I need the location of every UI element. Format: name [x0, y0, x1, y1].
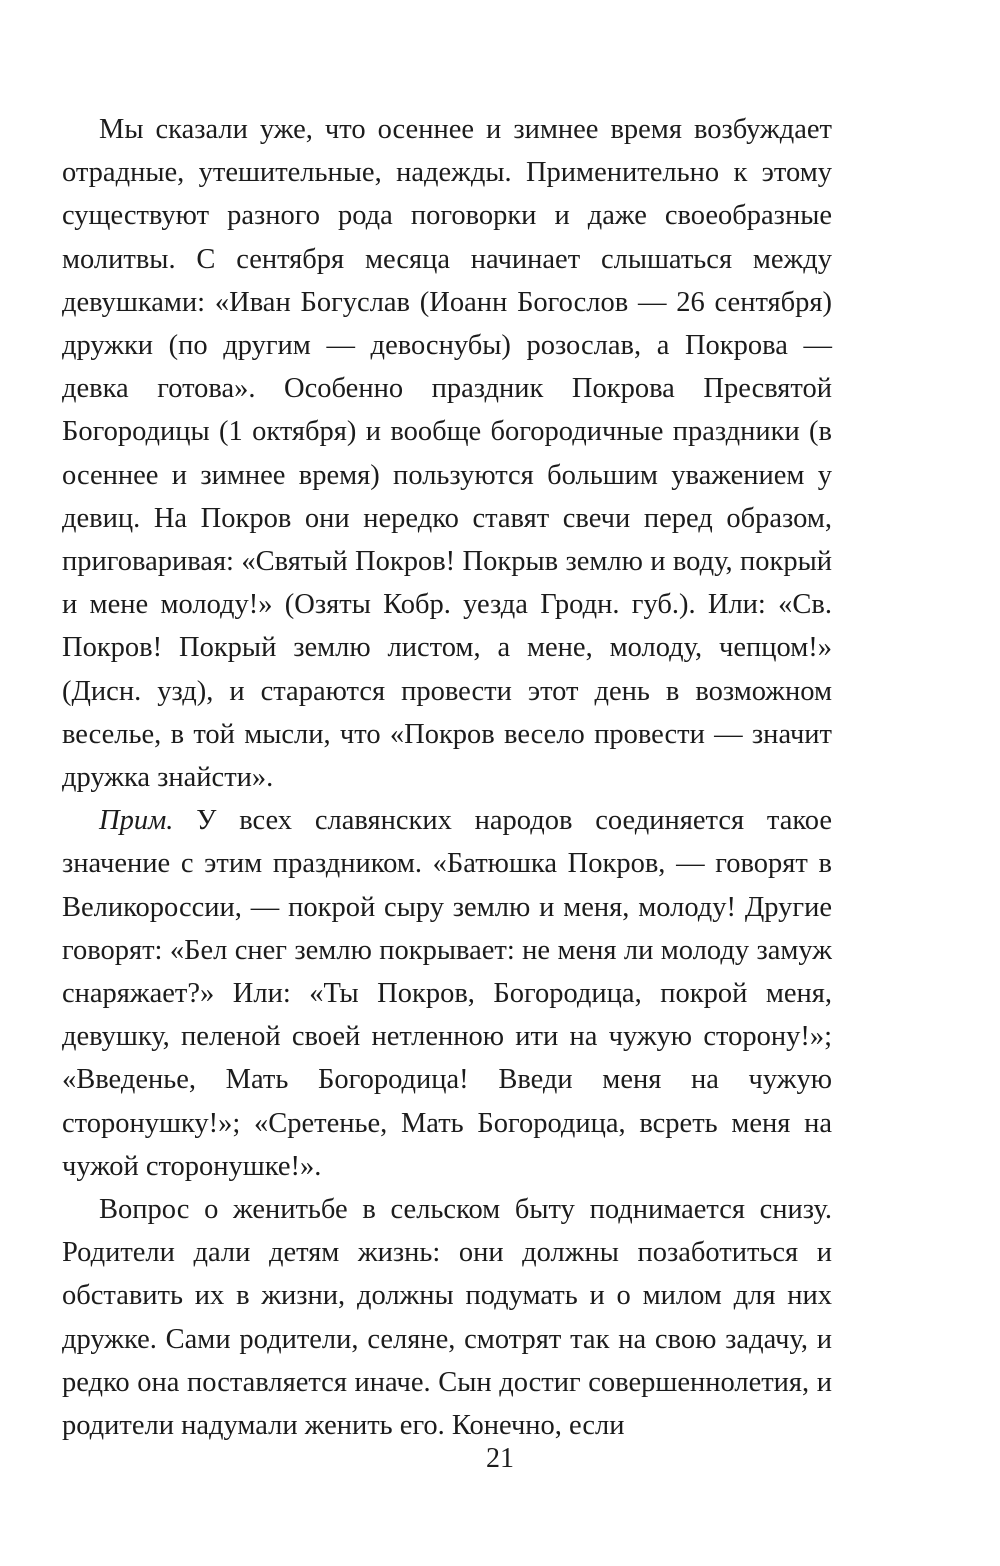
- paragraph-text: У всех славянских народов соединяется такое значение с этим праздником. «Батюшка Покров, — говорят в Великороссии, — покрой сыру землю и меня, молоду! Другие говорят: «Бел снег землю покрывает: не меня ли молоду замуж снаряжает?» Или: «Ты Покров, Богородица, покрой меня, девушку, пеленой своей нетленною ити на чужую сторону!»; «Введенье, Мать Богородица! Введи меня на чужую сторонушку!»; «Сретенье, Мать Богородица, всреть меня на чужой сторонушке!».: [62, 805, 833, 1182]
- note-label: Прим.: [99, 805, 174, 837]
- page-body: [62, 108, 832, 1447]
- paragraph-intro: [62, 108, 832, 799]
- paragraph-text: Вопрос о женитьбе в сельском быту поднимается снизу. Родители дали детям жизнь: они должны позаботиться и обставить их в жизни, должны подумать и о милом для них дружке. Сами родители, селяне, смотрят так на свою задачу, и редко она поставляется иначе. Сын достиг совершеннолетия, и родители надумали женить его. Конечно, если: [62, 1194, 832, 1442]
- paragraph-marriage: [62, 1188, 832, 1447]
- page-number: 21: [486, 1443, 514, 1474]
- paragraph-note: [62, 799, 832, 1188]
- paragraph-text: Мы сказали уже, что осеннее и зимнее время возбуждает отрадные, утешительные, надежды. Применительно к этому существуют разного рода поговорки и даже своеобразные молитвы. С сентября месяца начинает слышаться между девушками: «Иван Богуслав (Иоанн Богослов — 26 сентября) дружки (по другим — девоснубы) розослав, а Покрова — девка готова». Особенно праздник Покрова Пресвятой Богородицы (1 октября) и вообще богородичные праздники (в осеннее и зимнее время) пользуются большим уважением у девиц. На Покров они нередко ставят свечи перед образом, приговаривая: «Святый Покров! Покрыв землю и воду, покрый и мене молоду!» (Озяты Кобр. уезда Гродн. губ.). Или: «Св. Покров! Покрый землю листом, а мене, молоду, чепцом!» (Дисн. узд), и стараются провести этот день в возможном веселье, в той мысли, что «Покров весело провести — значит дружка знайсти».: [62, 114, 832, 794]
